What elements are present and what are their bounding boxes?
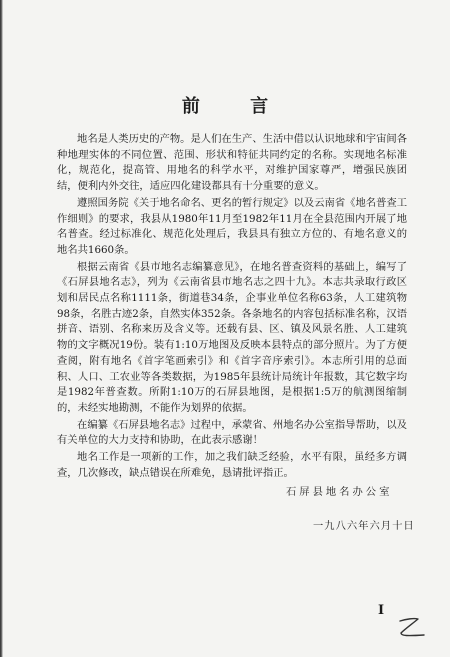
preface-body [57,132,407,482]
page-number: I [378,603,385,618]
handwritten-mark-icon [397,616,427,640]
paragraph-4: 在编纂《石屏县地名志》过程中，承蒙省、州地名办公室指导帮助，以及有关单位的大力支持和协助，在此表示感谢！ [57,418,407,447]
paragraph-2: 遵照国务院《关于地名命名、更名的暂行规定》以及云南省《地名普查工作细则》的要求，我县从1980年11月至1982年11月在全县范围内开展了地名普查。经过标准化、规范化处理后，我县具有独立方位的、有地名意义的地名共1660条。 [57,196,407,256]
signature-date: 一九八六年六月十日 [313,520,415,532]
paragraph-5: 地名工作是一项新的工作，加之我们缺乏经验，水平有限，虽经多方调查，几次修改，缺点错误在所难免，恳请批评指正。 [57,451,407,479]
paragraph-3: 根据云南省《县市地名志编纂意见》，在地名普查资料的基础上，编写了《石屏县地名志》，列为《云南省县市地名志之四十九》。本志共录取行政区划和居民点名称1111条，街道巷34条，企事业单位名称63条，人工建筑物98条，名胜古迹2条，自然实体352条。各条地名的内容包括标准名称，汉语拼音、语别、名称来历及含义等。还载有县、区、镇及风景名胜、人工建筑物的文字概况19份。装有1:10万地图及反映本县特点的部分照片。为了方便查阅，附有地名《首字笔画索引》和《首字音序索引》。本志所引用的总面积、人口、工农业等各类数据，为1985年县统计局统计年报数，其它数字均是1982年普查数。所附1:10万的石屏县地图，是根据1:5万的航测图缩制的，未经实地勘测，不能作为划界的依据。 [57,260,407,414]
paragraph-1: 地名是人类历史的产物。是人们在生产、生活中借以认识地球和宇宙间各种地理实体的不同位置、范围、形状和特征共同约定的名称。实现地名标准化，规范化，提高管、用地名的科学水平，对维护国家尊严，增强民族团结，便利内外交往，适应四化建设都具有十分重要的意义。 [57,133,407,193]
page-title: 前 言 [181,96,291,117]
signature-organization: 石屏县地名办公室 [286,486,393,498]
